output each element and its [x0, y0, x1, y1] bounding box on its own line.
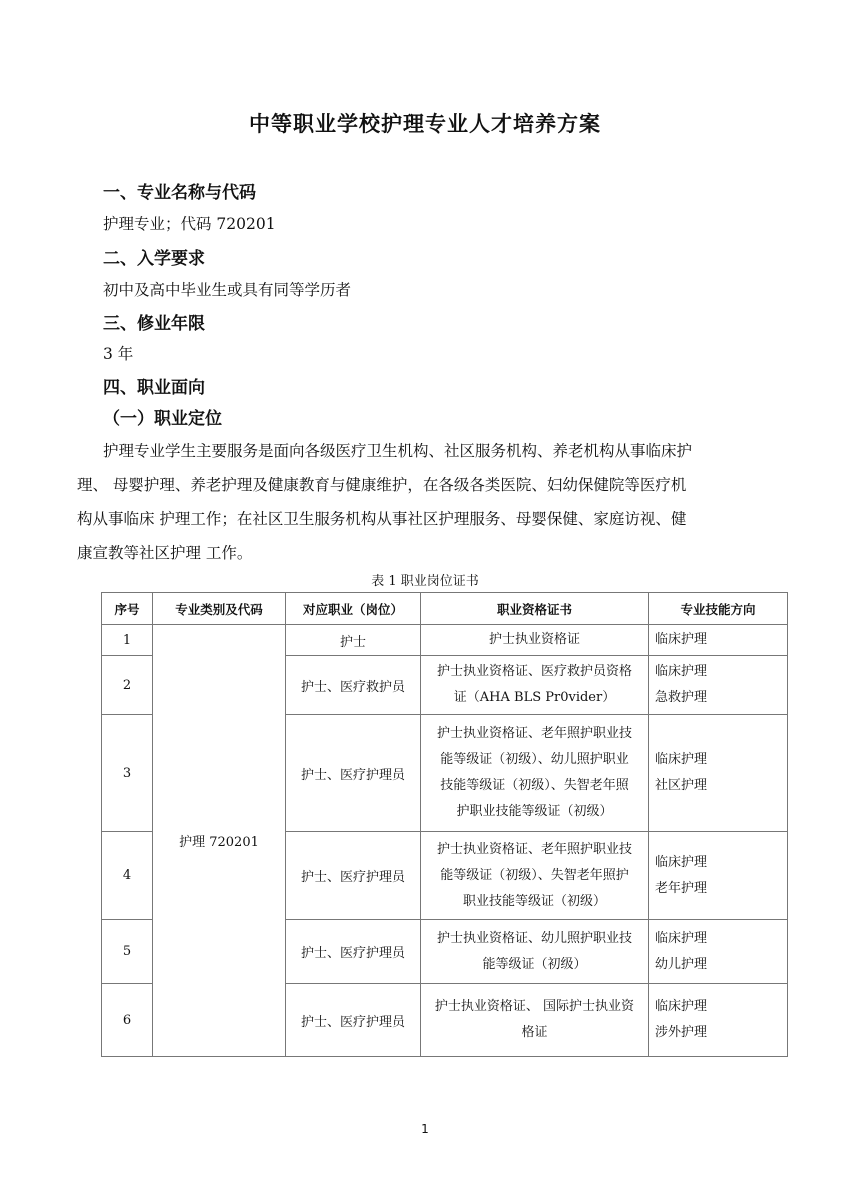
- certificate-line: 技能等级证（初级）、失智老年照: [440, 778, 629, 793]
- header-job: 对应职业（岗位）: [286, 593, 421, 625]
- row-number: 4: [102, 832, 153, 920]
- section-heading-major-code: 一、专业名称与代码: [103, 183, 256, 203]
- major-code-text: 护理专业；代码 720201: [103, 215, 276, 233]
- row-number: 3: [102, 715, 153, 832]
- direction-cell: [649, 625, 788, 656]
- direction-line: 幼儿护理: [655, 956, 708, 972]
- job-cell: 护士: [286, 625, 421, 656]
- certificate-cell: [421, 920, 649, 984]
- header-direction: 专业技能方向: [649, 593, 788, 625]
- certificate-line: 护士执业资格证、老年照护职业技: [436, 726, 632, 741]
- page-number: 1: [421, 1122, 429, 1136]
- certificate-line: 护士执业资格证: [488, 632, 580, 647]
- certificate-cell: [421, 625, 649, 656]
- direction-line: 涉外护理: [655, 1025, 708, 1040]
- job-cell: 护士、医疗护理员: [286, 984, 421, 1057]
- certificate-line: 护士执业资格证、幼儿照护职业技: [436, 930, 632, 946]
- category-cell: 护理 720201: [153, 625, 286, 1057]
- direction-line: 临床护理: [655, 999, 708, 1014]
- direction-line: 急救护理: [655, 690, 708, 705]
- paragraph-line: 理、 母婴护理、养老护理及健康教育与健康维护，在各级各类医院、妇幼保健院等医疗机: [77, 476, 687, 494]
- row-number: 2: [102, 656, 153, 715]
- direction-cell: [649, 920, 788, 984]
- certificate-line: 能等级证（初级）、失智老年照护: [440, 867, 629, 883]
- row-number: 1: [102, 625, 153, 656]
- certificate-line: 护士执业资格证、老年照护职业技: [436, 841, 632, 857]
- direction-line: 临床护理: [655, 854, 708, 870]
- certificate-line: 护士执业资格证、医疗救护员资格: [436, 664, 632, 679]
- certificate-line: 职业技能等级证（初级）: [462, 893, 606, 909]
- section-heading-career: 四、职业面向: [103, 378, 205, 398]
- paragraph-line: 护理专业学生主要服务是面向各级医疗卫生机构、社区服务机构、养老机构从事临床护: [103, 442, 693, 460]
- subsection-heading-positioning: （一）职业定位: [103, 409, 222, 429]
- certificate-cell: [421, 832, 649, 920]
- direction-line: 临床护理: [655, 632, 708, 647]
- paragraph-line: 构从事临床 护理工作；在社区卫生服务机构从事社区护理服务、母婴保健、家庭访视、健: [77, 510, 687, 528]
- certificate-line: 证（AHA BLS Pr0vider）: [453, 690, 616, 705]
- direction-line: 临床护理: [655, 664, 708, 679]
- paragraph-line: 康宣教等社区护理 工作。: [77, 544, 253, 562]
- job-cell: 护士、医疗护理员: [286, 920, 421, 984]
- direction-cell: [649, 984, 788, 1057]
- certificate-table: [101, 592, 788, 1057]
- direction-line: 社区护理: [655, 778, 708, 793]
- admission-text: 初中及高中毕业生或具有同等学历者: [103, 281, 352, 299]
- direction-cell: [649, 656, 788, 715]
- certificate-line: 护士执业资格证、 国际护士执业资: [434, 999, 635, 1014]
- certificate-cell: [421, 715, 649, 832]
- positioning-paragraph: [77, 434, 777, 570]
- direction-line: 临床护理: [655, 930, 708, 946]
- duration-text: 3 年: [103, 345, 134, 363]
- certificate-cell: [421, 984, 649, 1057]
- document-title: 中等职业学校护理专业人才培养方案: [249, 112, 601, 136]
- table-caption: 表 1 职业岗位证书: [371, 574, 479, 589]
- direction-cell: [649, 832, 788, 920]
- job-cell: 护士、医疗护理员: [286, 715, 421, 832]
- header-certificate: 职业资格证书: [421, 593, 649, 625]
- header-category: 专业类别及代码: [153, 593, 286, 625]
- direction-cell: [649, 715, 788, 832]
- section-heading-duration: 三、修业年限: [103, 314, 205, 334]
- certificate-line: 能等级证（初级）: [482, 956, 587, 972]
- certificate-cell: [421, 656, 649, 715]
- table-header-row: [102, 593, 788, 625]
- row-number: 5: [102, 920, 153, 984]
- job-cell: 护士、医疗救护员: [286, 656, 421, 715]
- direction-line: 老年护理: [655, 880, 708, 896]
- job-cell: 护士、医疗护理员: [286, 832, 421, 920]
- direction-line: 临床护理: [655, 752, 708, 767]
- certificate-line: 格证: [521, 1025, 548, 1040]
- certificate-line: 能等级证（初级）、幼儿照护职业: [440, 752, 629, 767]
- row-number: 6: [102, 984, 153, 1057]
- certificate-line: 护职业技能等级证（初级）: [456, 804, 613, 819]
- header-seq: 序号: [102, 593, 153, 625]
- table-row: [102, 625, 788, 656]
- section-heading-admission: 二、入学要求: [103, 249, 205, 269]
